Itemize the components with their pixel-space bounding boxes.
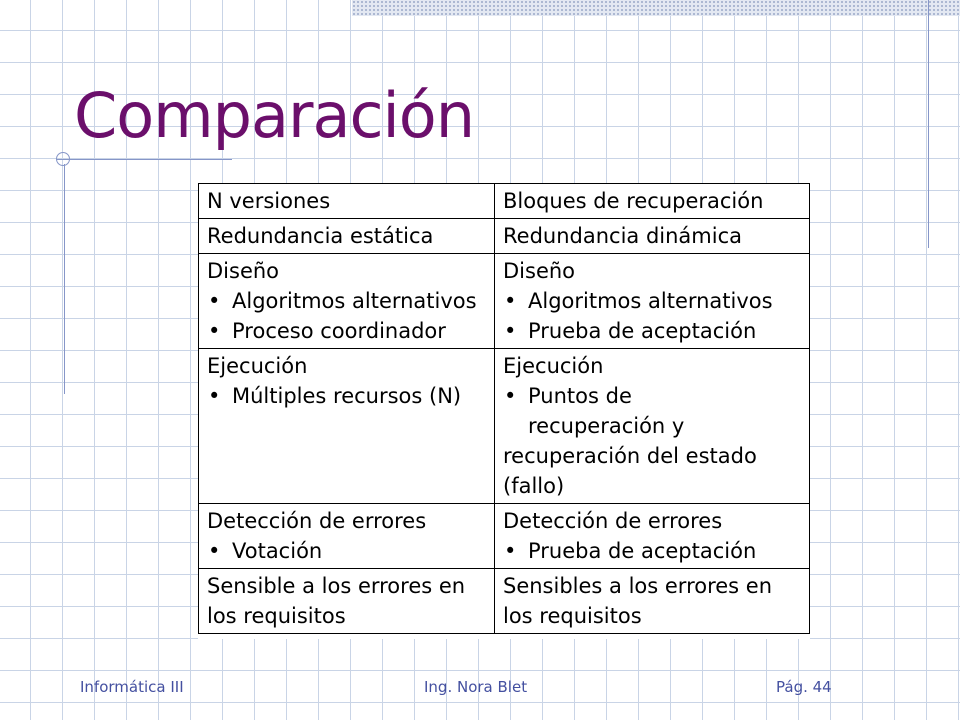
bullet-item: • Algoritmos alternativos — [207, 286, 488, 316]
slide-title: Comparación — [74, 79, 474, 152]
table-row — [199, 219, 810, 254]
cell-heading: Ejecución — [207, 354, 308, 378]
table-cell-left — [199, 349, 495, 504]
bullet-item: • Prueba de aceptación — [503, 536, 803, 566]
bullet-item: • Múltiples recursos (N) — [207, 381, 488, 411]
left-decorative-rule — [64, 164, 65, 394]
ring-ornament-icon — [56, 152, 70, 166]
table-cell-right — [495, 569, 810, 634]
comparison-table-body — [199, 184, 810, 634]
bullet-item: • Prueba de aceptación — [503, 316, 803, 346]
cell-text: recuperación del estado (fallo) — [503, 444, 757, 498]
cell-heading: Diseño — [207, 259, 280, 283]
bullet-item: • Puntos de recuperación y — [503, 381, 803, 441]
table-cell-left — [199, 184, 495, 219]
table-cell-right — [495, 184, 810, 219]
table-cell-left — [199, 254, 495, 349]
cell-heading: Detección de errores — [207, 509, 427, 533]
table-cell-left — [199, 569, 495, 634]
cell-text: Redundancia estática — [207, 224, 434, 248]
table-cell-left — [199, 504, 495, 569]
cell-heading: Ejecución — [503, 354, 604, 378]
cell-text: Redundancia dinámica — [503, 224, 742, 248]
table-cell-right — [495, 254, 810, 349]
table-row — [199, 504, 810, 569]
cell-text: Sensibles a los errores en los requisitos — [503, 574, 773, 628]
table-cell-right — [495, 349, 810, 504]
cell-text: N versiones — [207, 189, 331, 213]
comparison-table — [198, 183, 810, 634]
bullet-item: • Votación — [207, 536, 488, 566]
table-cell-right — [495, 219, 810, 254]
cell-heading: Diseño — [503, 259, 576, 283]
title-underline-rule — [56, 159, 232, 160]
footer-course: Informática III — [80, 678, 184, 696]
bullet-item: • Proceso coordinador — [207, 316, 488, 346]
table-row — [199, 569, 810, 634]
table-row — [199, 184, 810, 219]
cell-text: Sensible a los errores en los requisitos — [207, 574, 466, 628]
cell-text: Bloques de recuperación — [503, 189, 764, 213]
cell-heading: Detección de errores — [503, 509, 723, 533]
table-cell-right — [495, 504, 810, 569]
footer-page-number: Pág. 44 — [776, 678, 832, 696]
top-decorative-band — [352, 0, 960, 16]
right-decorative-rule — [928, 0, 929, 248]
table-row — [199, 349, 810, 504]
table-row — [199, 254, 810, 349]
bullet-item: • Algoritmos alternativos — [503, 286, 803, 316]
table-cell-left — [199, 219, 495, 254]
footer-author: Ing. Nora Blet — [424, 678, 528, 696]
